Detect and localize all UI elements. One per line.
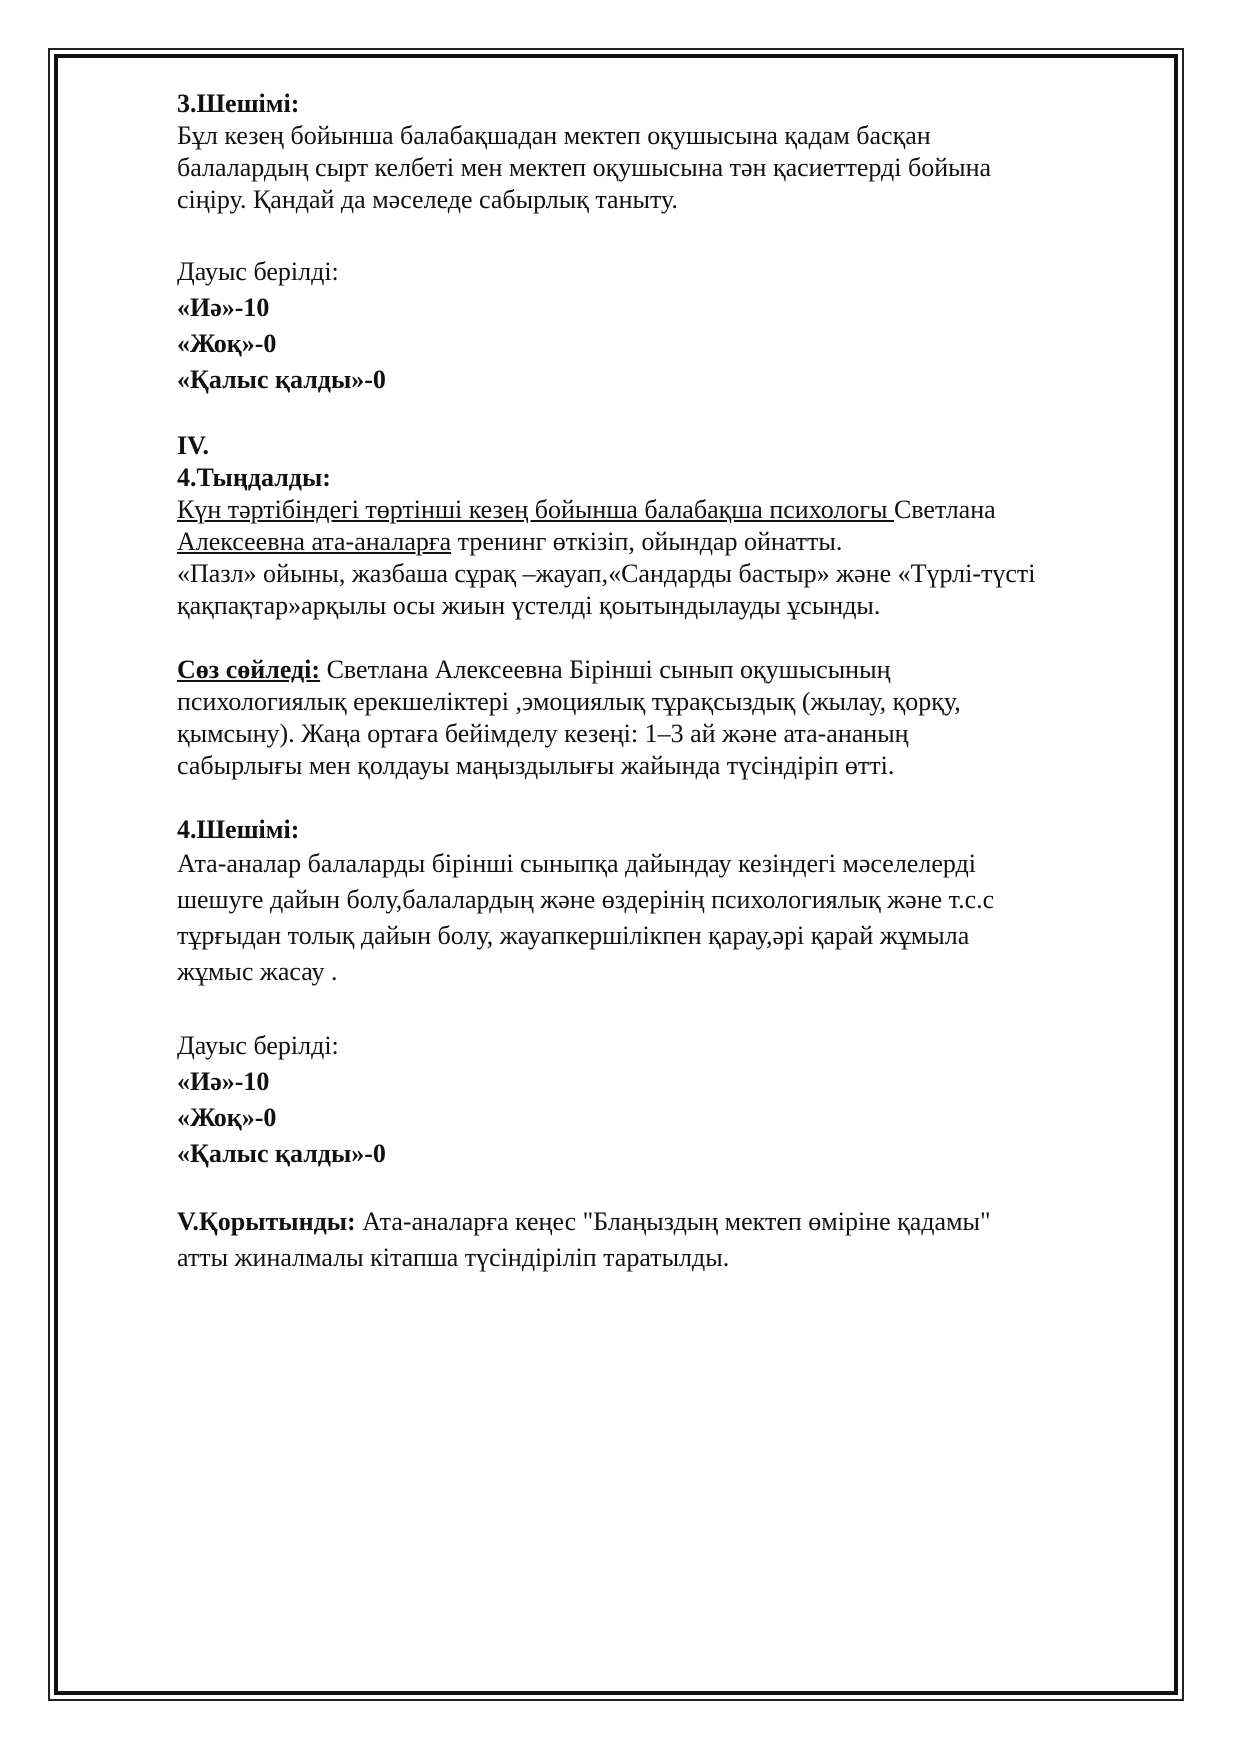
vote-block-1 [177, 254, 1157, 398]
text-line: шешуге дайын болу,балалардың және өздерінің психологиялық және т.с.с [177, 885, 995, 914]
text-fragment: Алексеевна ата-аналарға [177, 527, 452, 556]
speech-label: Сөз сөйледі: [177, 655, 321, 684]
text-line: Ата-аналар балаларды бірінші сыныпқа дайындау кезіндегі мәселелерді [177, 849, 976, 878]
document-body [177, 88, 1157, 1276]
text-line: психологиялық ерекшеліктері ,эмоциялық тұрақсыздық (жылау, қорқу, [177, 687, 961, 716]
conclusion-label: V.Қорытынды: [177, 1207, 356, 1236]
vote-label: Дауыс берілді: [177, 1031, 339, 1060]
agenda-underlined-text: Күн тәртібіндегі төртінші кезең бойынша балабақша психологы [177, 495, 894, 524]
vote-label: Дауыс берілді: [177, 257, 339, 286]
vote-no: «Жоқ»-0 [177, 1103, 277, 1132]
vote-yes: «Иә»-10 [177, 1067, 270, 1096]
vote-block-2 [177, 1028, 1157, 1172]
section-4-heard-text [177, 494, 1157, 622]
section-3-decision-text [177, 120, 1157, 216]
speech-paragraph [177, 654, 1157, 782]
section-4-decision-text [177, 846, 1157, 990]
text-fragment: Ата-аналарға кеңес "Блаңыздың мектеп өміріне қадамы" [355, 1207, 991, 1236]
section-iv-numeral: IV. [177, 431, 210, 460]
text-line: тұрғыдан толық дайын болу, жауапкершілікпен қарау,әрі қарай жұмыла [177, 921, 970, 950]
text-fragment: Светлана [893, 495, 996, 524]
text-line: сабырлығы мен қолдауы маңыздылығы жайында түсіндіріп өтті. [177, 751, 895, 780]
section-4-decision-heading: 4.Шешімі: [177, 815, 300, 844]
vote-abstain: «Қалыс қалды»-0 [177, 1139, 386, 1168]
text-line: жұмыс жасау . [177, 957, 338, 986]
text-fragment: Светлана Алексеевна Бірінші сынып оқушысының [320, 655, 891, 684]
vote-abstain: «Қалыс қалды»-0 [177, 365, 386, 394]
conclusion-paragraph [177, 1204, 1157, 1276]
text-fragment: тренинг өткізіп, ойындар ойнатты. [451, 527, 843, 556]
text-line: Бұл кезең бойынша балабақшадан мектеп оқушысына қадам басқан [177, 121, 931, 150]
section-3-decision-heading: 3.Шешімі: [177, 89, 300, 118]
text-line: сіңіру. Қандай да мәселеде сабырлық таныту. [177, 185, 678, 214]
text-line: балалардың сырт келбеті мен мектеп оқушысына тән қасиеттерді бойына [177, 153, 992, 182]
text-line: қақпақтар»арқылы осы жиын үстелді қоытындылауды ұсынды. [177, 591, 881, 620]
vote-no: «Жоқ»-0 [177, 329, 277, 358]
text-line: қымсыну). Жаңа ортаға бейімделу кезеңі: 1–3 ай және ата-ананың [177, 719, 909, 748]
section-4-heard-heading: 4.Тыңдалды: [177, 463, 331, 492]
text-line: «Пазл» ойыны, жазбаша сұрақ –жауап,«Сандарды бастыр» және «Түрлі-түсті [177, 559, 1036, 588]
text-line: атты жиналмалы кітапша түсіндіріліп таратылды. [177, 1243, 730, 1272]
vote-yes: «Иә»-10 [177, 293, 270, 322]
